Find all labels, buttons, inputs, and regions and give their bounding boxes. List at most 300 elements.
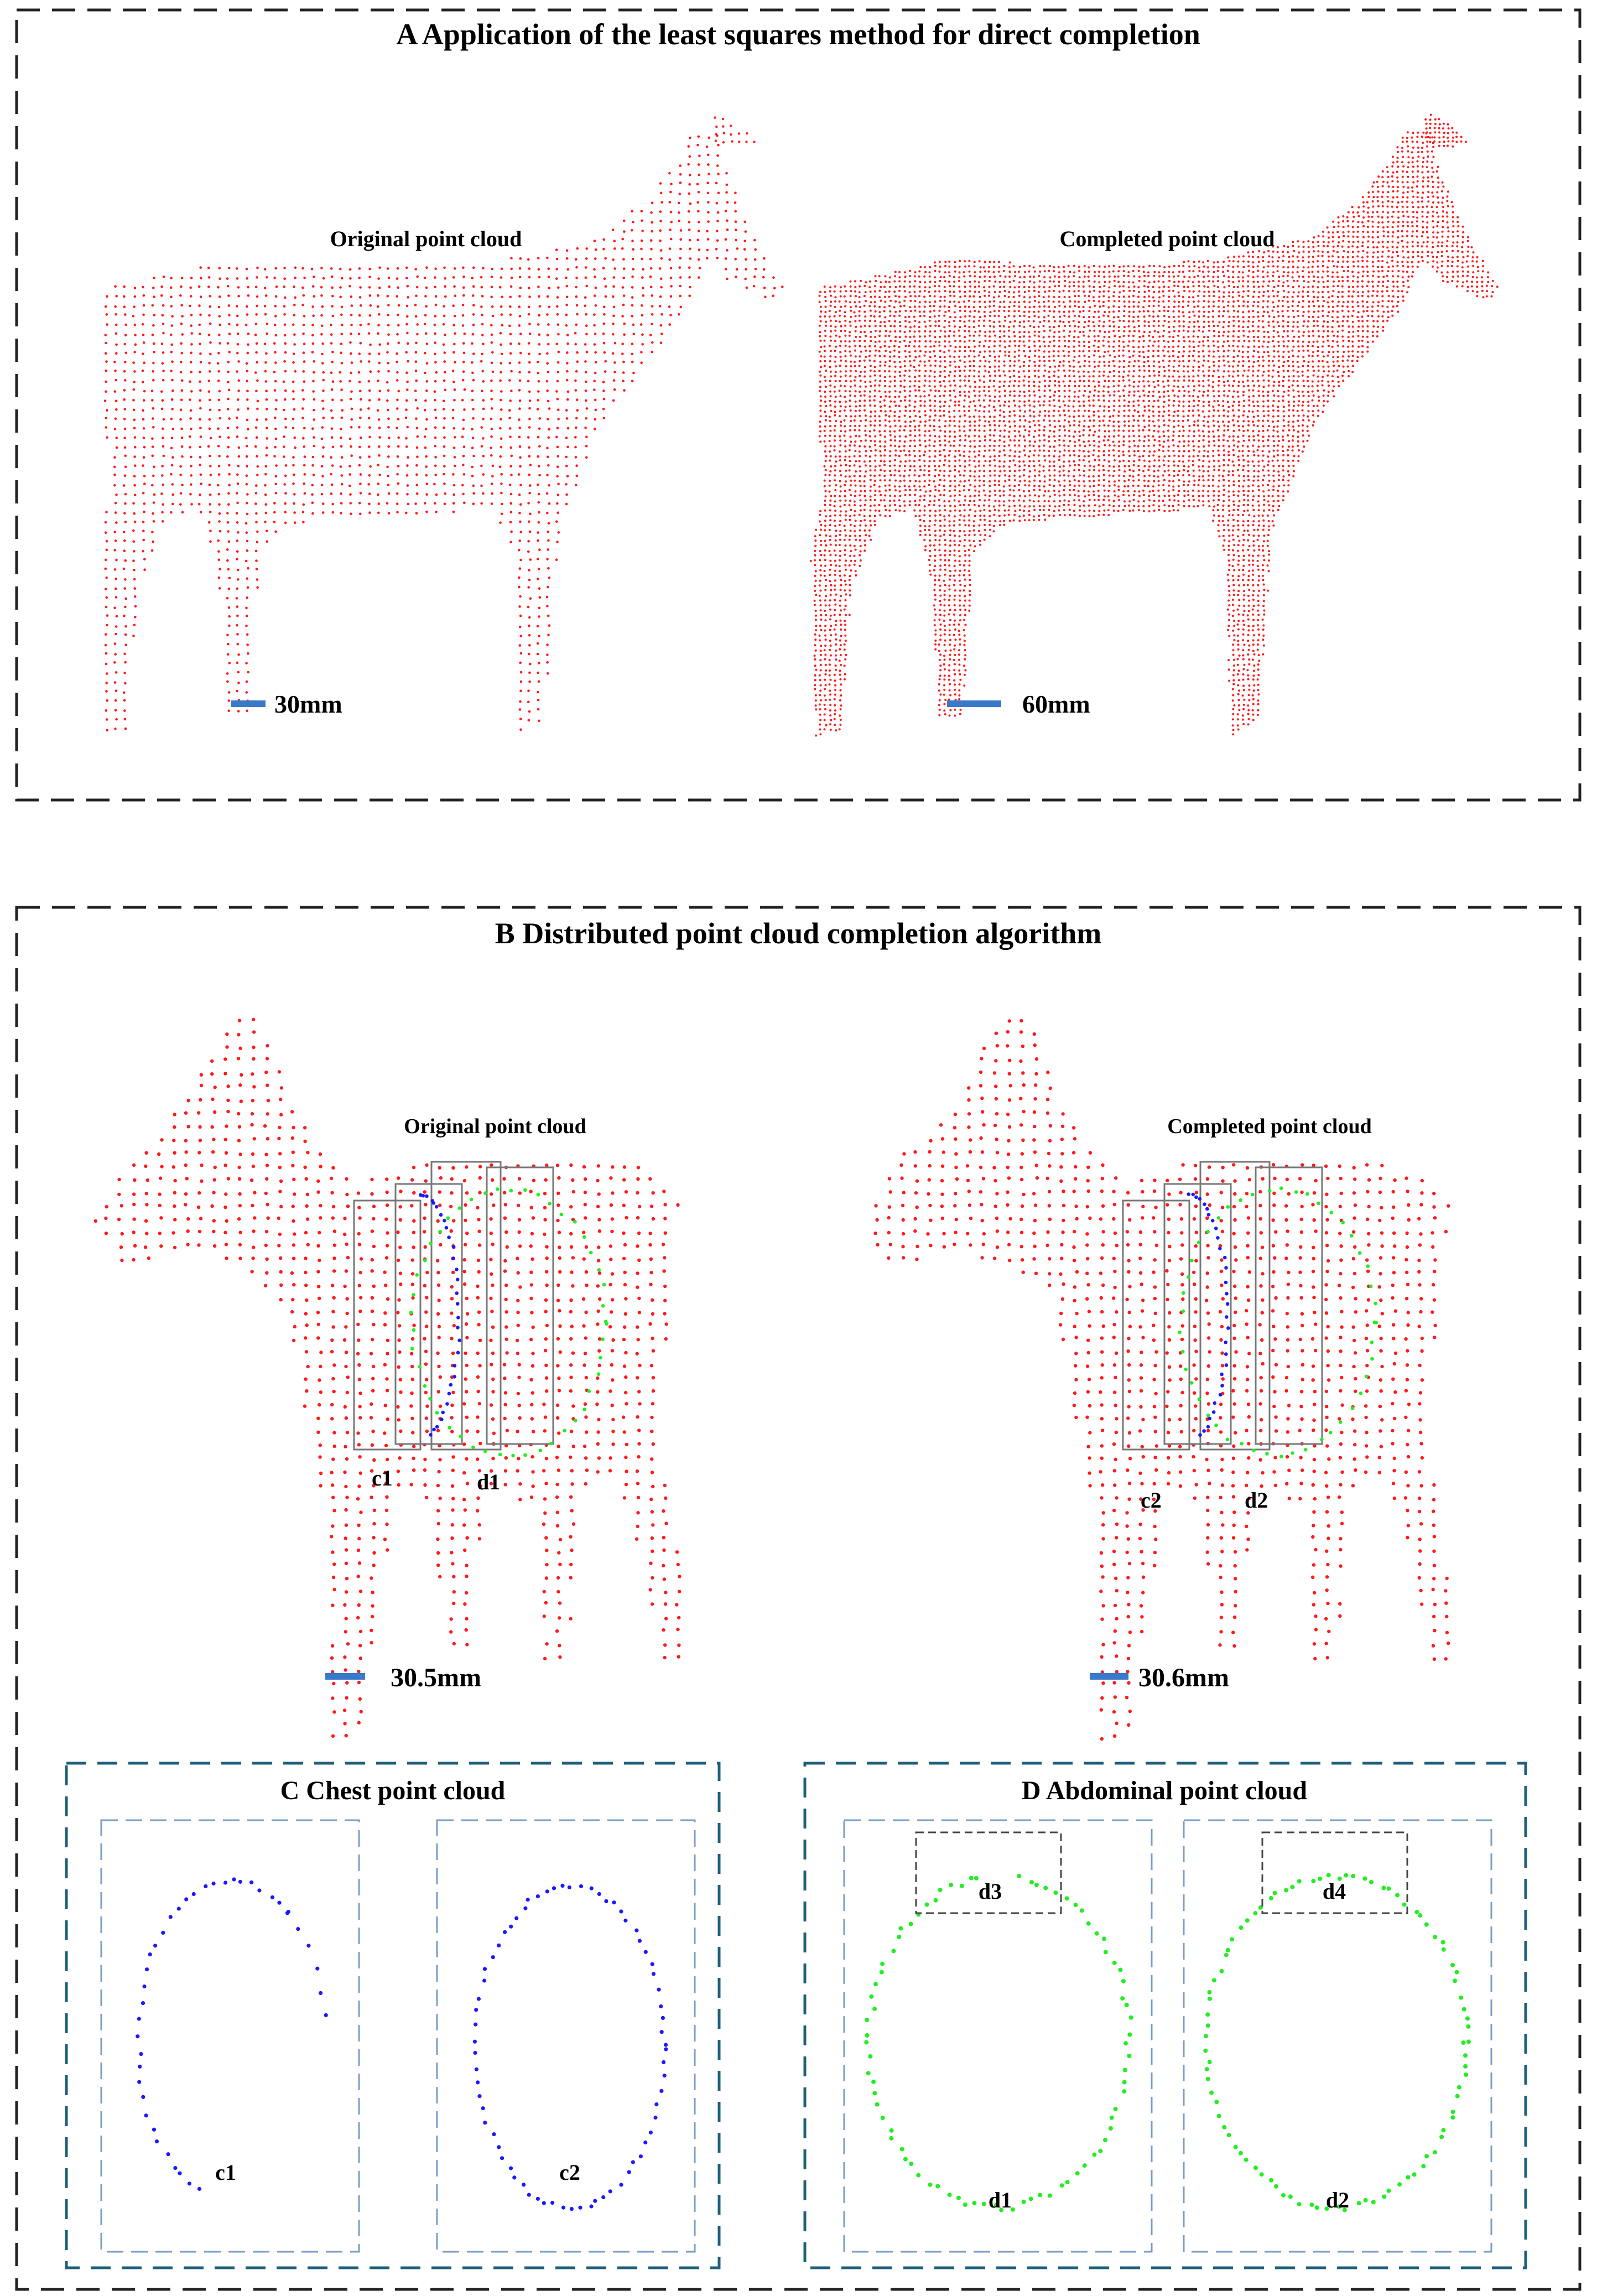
point [894,300,897,303]
point [918,365,920,367]
point [143,558,146,560]
point [472,324,475,326]
point [1312,266,1314,268]
point [1083,310,1085,312]
point [387,475,389,477]
point [1183,261,1185,263]
point [1417,266,1419,268]
point [1183,346,1185,348]
point [688,267,691,269]
point [849,301,851,303]
point [1347,266,1349,268]
point [863,285,866,287]
point [1247,351,1249,353]
point [1123,330,1125,333]
point [1262,360,1265,362]
point [924,351,927,353]
point [909,275,911,277]
point [1073,290,1075,293]
point [924,290,926,292]
point [1262,276,1265,278]
point [1247,285,1249,288]
point [106,295,108,298]
point [899,310,901,313]
point [1292,261,1294,263]
point [1153,305,1155,307]
point [1064,276,1066,278]
point [1322,251,1324,253]
point [660,341,663,344]
point [1013,296,1015,298]
point [228,333,231,335]
point [1089,330,1091,332]
point [1387,191,1390,193]
point [1282,320,1284,322]
point [237,710,240,713]
point [1477,270,1479,272]
point [1208,321,1210,323]
point [1422,260,1424,262]
point [443,344,445,346]
point [1302,335,1304,337]
point [414,268,417,271]
point [1272,271,1275,273]
point [1247,305,1249,308]
point [527,690,530,693]
point [321,426,324,429]
point [1442,185,1444,188]
point [1108,296,1110,298]
point [330,473,332,476]
point [1387,250,1390,252]
point [387,418,390,420]
point [1018,271,1020,273]
point [854,320,856,323]
point [1312,351,1314,353]
point [415,315,418,318]
point [1227,325,1230,328]
point [934,285,936,287]
point [1099,286,1101,288]
point [669,228,672,231]
point [1386,262,1388,264]
point [933,305,935,307]
point [699,267,701,269]
point [1401,261,1403,263]
point [1401,240,1403,242]
point [1088,276,1090,278]
point [1287,340,1289,342]
point [1028,290,1030,292]
point [179,418,182,421]
point [1436,191,1438,194]
point [358,314,361,317]
point [913,316,915,318]
point [198,304,201,307]
point [870,336,872,338]
point [1168,365,1170,367]
point [1437,251,1439,253]
point [944,366,946,368]
point [849,346,851,348]
point [1422,231,1424,233]
point [1252,330,1255,332]
point [256,568,258,570]
point [226,634,229,637]
point [1053,355,1055,357]
point [292,398,295,401]
point [1277,291,1279,293]
point [1123,346,1125,348]
point [1034,271,1036,273]
point [1038,326,1040,328]
point [528,407,531,410]
point [1307,281,1309,283]
point [1232,360,1235,362]
point [707,211,710,214]
point [939,296,941,298]
point [859,345,861,347]
point [1431,251,1433,253]
point [1112,271,1115,273]
point [435,494,438,496]
point [519,445,522,448]
point [350,426,353,429]
point [1397,270,1400,272]
point [1421,172,1423,174]
point [1213,345,1215,347]
point [1192,355,1194,357]
panel-a-original-cloud [104,116,784,731]
point [209,418,211,421]
point [1142,266,1145,268]
point [227,530,230,533]
point [939,305,941,308]
point [716,164,719,167]
point [509,305,512,308]
point [1368,196,1370,198]
point [1188,311,1190,313]
point [388,277,391,279]
point [989,311,991,313]
point [1003,310,1005,312]
point [1164,346,1166,348]
point [358,371,361,374]
point [1213,295,1215,297]
point [948,271,950,273]
point [722,118,724,120]
point [274,315,277,318]
point [1438,241,1440,243]
point [899,341,901,343]
point [519,267,522,270]
point [688,183,691,186]
point [998,345,1001,347]
point [1043,286,1045,288]
point [1132,282,1135,284]
point [273,277,276,279]
point [358,277,361,279]
point [869,280,871,283]
point [1083,350,1085,352]
point [256,418,258,421]
point [1422,165,1424,168]
point [1227,305,1229,307]
point [1018,286,1020,288]
point [499,427,502,430]
point [1038,316,1040,318]
point [152,304,154,307]
point [988,346,990,348]
point [855,330,857,333]
point [1148,305,1150,307]
point [1103,321,1105,323]
point [1054,306,1056,308]
point [1048,360,1050,362]
point [923,310,925,313]
point [284,522,287,524]
point [1003,340,1006,342]
point [1421,245,1423,247]
point [368,417,371,420]
point [1317,286,1319,288]
point [1277,260,1279,262]
point [883,345,886,347]
point [593,380,596,382]
point [397,455,399,458]
point [424,314,427,316]
point [1137,360,1140,362]
point [1093,290,1095,292]
point [1362,336,1364,338]
point [1183,330,1185,332]
point [1318,235,1320,237]
point [1163,266,1166,268]
point [1208,295,1210,297]
point [1073,271,1075,273]
point [556,502,559,505]
point [1351,350,1354,352]
point [964,366,966,368]
point [1158,296,1161,298]
point [322,389,325,392]
point [115,596,118,599]
point [461,435,464,438]
point [1183,290,1185,292]
point [1008,276,1011,278]
point [745,258,747,261]
point [1112,360,1115,362]
point [1173,326,1175,328]
point [707,220,710,223]
point [1327,251,1329,253]
point [840,325,842,328]
point [1366,346,1369,349]
point [482,380,485,383]
point [190,277,193,279]
point [1064,345,1066,347]
point [1298,246,1300,248]
point [162,484,164,486]
point [548,407,551,410]
point [1197,275,1199,277]
point [1088,310,1090,312]
point [726,184,729,186]
point [416,427,419,429]
point [1397,261,1399,263]
point [133,305,136,308]
point [527,606,530,609]
point [894,271,897,273]
point [396,379,399,382]
point [650,239,653,242]
point [1303,286,1305,288]
point [1003,306,1006,308]
point [1128,330,1131,333]
point [1456,271,1459,273]
point [1317,250,1319,252]
point [313,418,315,421]
point [855,305,857,308]
point [1039,265,1041,267]
point [1307,266,1309,268]
point [1352,231,1355,233]
point [1252,266,1255,268]
point [1317,241,1319,243]
point [236,521,239,524]
point [1436,211,1438,214]
point [1308,305,1310,308]
point [227,710,230,713]
point [1203,300,1205,302]
point [331,361,334,363]
point [1094,311,1096,313]
point [396,361,398,363]
point [1392,231,1395,233]
point [1313,276,1315,278]
point [1247,295,1249,297]
point [640,323,643,326]
point [953,280,955,283]
point [273,511,276,514]
point [878,296,881,298]
point [360,437,362,439]
point [1372,191,1374,193]
point [1333,361,1335,363]
point [1372,331,1374,333]
point [472,313,475,316]
point [1143,280,1146,282]
point [1427,211,1429,214]
point [1352,265,1355,267]
point [1292,271,1294,273]
point [959,316,961,318]
point [824,335,826,337]
point [1308,271,1310,273]
point [1187,305,1189,307]
point [1099,320,1101,322]
point [1028,336,1031,338]
point [1112,346,1115,348]
point [1043,276,1045,278]
point [115,352,118,355]
point [1158,271,1160,273]
point [999,291,1001,293]
point [651,351,653,354]
point [340,437,342,439]
point [434,456,437,459]
point [1392,285,1395,288]
point [132,559,135,562]
point [954,325,956,328]
point [1053,270,1055,272]
point [908,316,911,318]
point [264,305,267,308]
point [1402,141,1404,143]
point [1348,246,1350,248]
point [266,437,269,440]
point [519,700,522,703]
point [452,381,455,383]
point [264,473,267,476]
point [557,483,560,486]
point [179,294,182,297]
point [688,145,690,148]
point [1328,297,1330,299]
point [405,437,408,440]
point [899,330,901,333]
point [1447,236,1449,238]
point [1357,211,1359,214]
point [1411,151,1413,153]
point [463,473,466,476]
point [964,356,966,358]
point [659,305,662,308]
point [415,399,418,402]
point [850,310,852,312]
point [377,380,379,382]
point [1232,330,1235,333]
point [1023,345,1026,347]
point [340,388,343,391]
point [954,266,956,268]
point [302,437,305,440]
point [1278,276,1280,278]
point [320,314,323,317]
point [660,286,663,289]
point [1293,291,1295,293]
point [142,352,144,355]
point [152,445,154,448]
point [934,355,936,357]
point [1372,261,1374,263]
point [1303,280,1305,282]
point [1313,311,1315,313]
point [547,418,549,420]
point [839,345,841,347]
point [462,304,465,307]
point [311,484,314,487]
point [143,399,145,402]
point [1053,300,1055,303]
point [548,306,551,309]
point [1397,157,1399,159]
point [1322,231,1324,233]
point [1033,341,1036,343]
point [868,345,871,347]
point [1412,241,1414,243]
point [993,340,996,342]
